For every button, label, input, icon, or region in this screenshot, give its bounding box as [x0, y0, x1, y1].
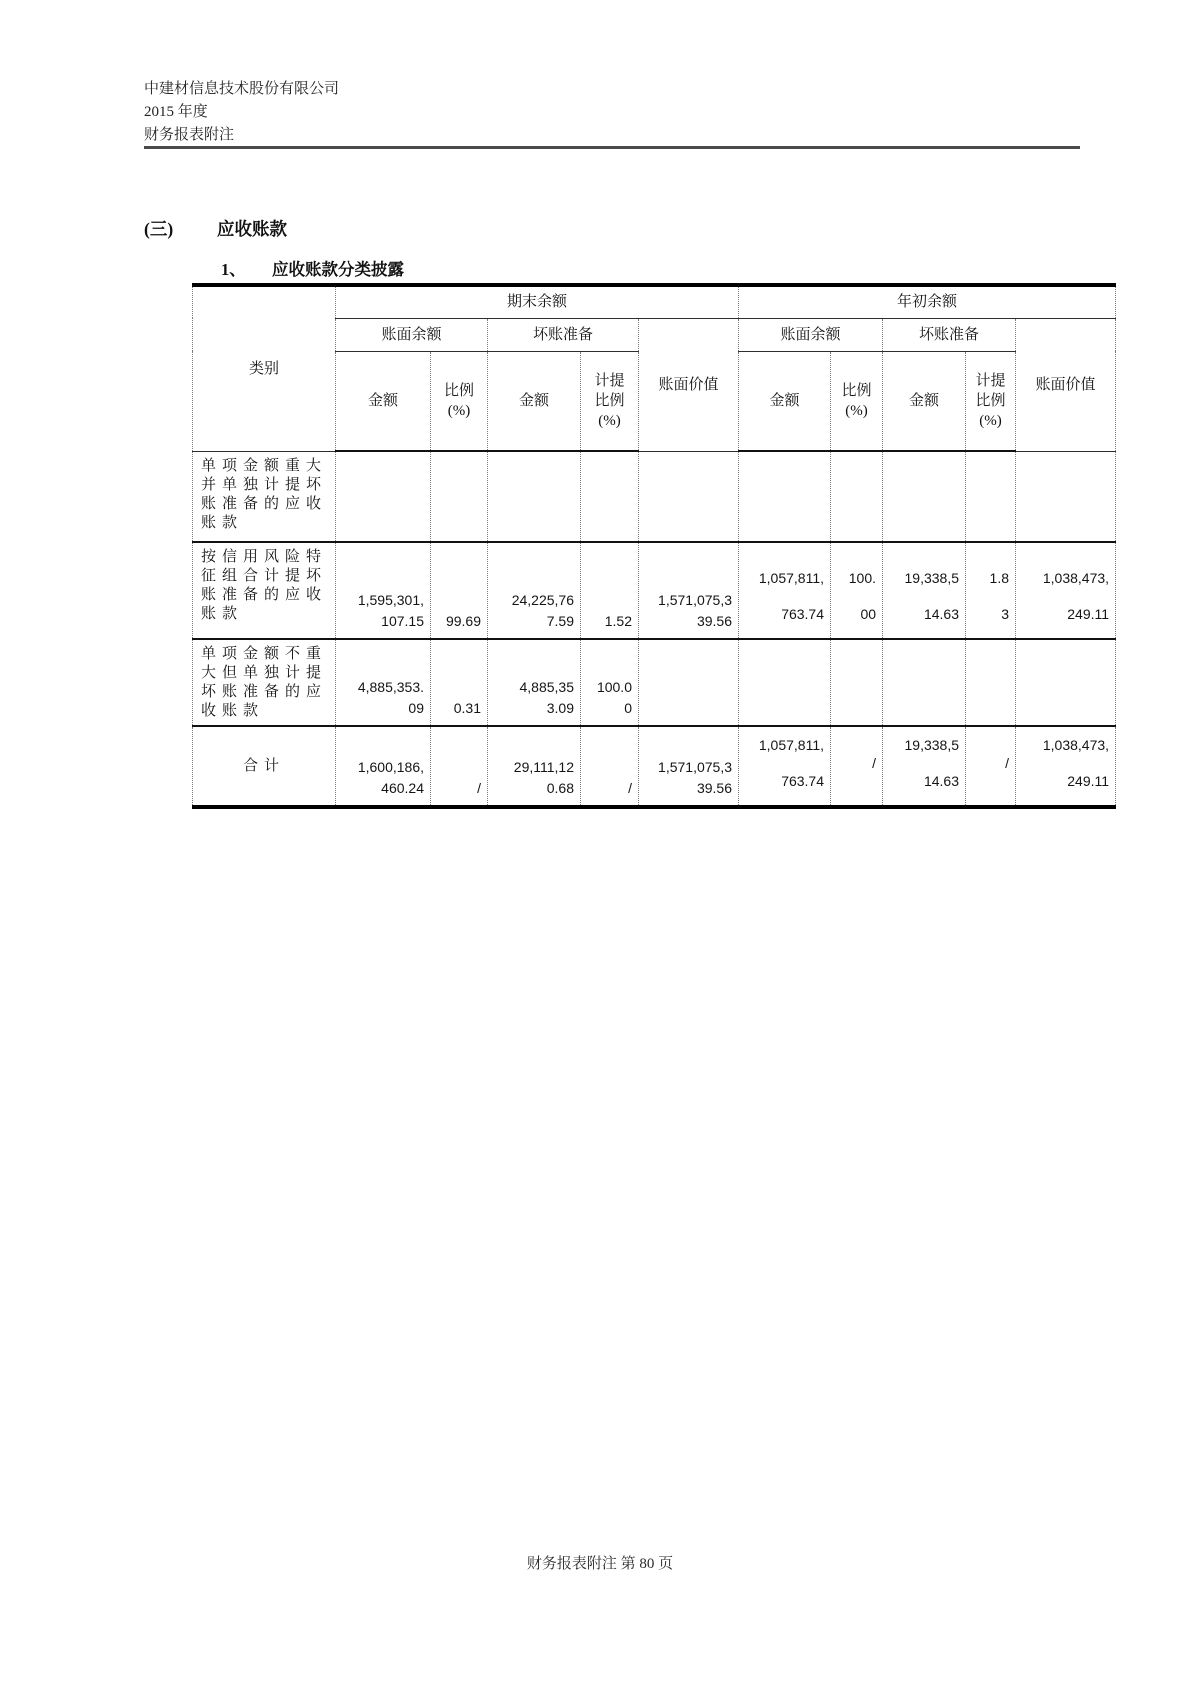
- col-header-provision-ratio: 计提比例(%): [966, 351, 1016, 451]
- table-row: [193, 726, 1116, 807]
- value-cell: 100.00: [831, 542, 883, 639]
- subsection-heading: [221, 256, 404, 280]
- category-cell: 按信用风险特征组合计提坏账准备的应收账款: [193, 542, 336, 639]
- col-header-amount: 金额: [883, 351, 966, 451]
- value-cell: 29,111,120.68: [488, 726, 581, 807]
- value-cell: 1,038,473,249.11: [1016, 542, 1116, 639]
- value-cell: [966, 639, 1016, 726]
- section-title: 应收账款: [217, 219, 287, 239]
- col-header-year-begin: 年初余额: [739, 285, 1116, 318]
- col-header-amount: 金额: [488, 351, 581, 451]
- value-cell: 1,038,473,249.11: [1016, 726, 1116, 807]
- value-cell: 19,338,514.63: [883, 726, 966, 807]
- value-cell: [581, 451, 639, 542]
- value-cell: 1,595,301,107.15: [336, 542, 431, 639]
- header-row-1: [193, 285, 1116, 318]
- value-cell: [883, 451, 966, 542]
- value-cell: [739, 451, 831, 542]
- value-cell: [831, 451, 883, 542]
- table-body: [193, 451, 1116, 807]
- col-header-provision-ratio: 计提比例(%): [581, 351, 639, 451]
- col-header-ratio: 比例(%): [431, 351, 488, 451]
- value-cell: 99.69: [431, 542, 488, 639]
- value-cell: 1,057,811,763.74: [739, 726, 831, 807]
- value-cell: 1.52: [581, 542, 639, 639]
- value-cell: 1,600,186,460.24: [336, 726, 431, 807]
- table-row: [193, 542, 1116, 639]
- value-cell: /: [431, 726, 488, 807]
- col-header-book-balance-begin: 账面余额: [739, 318, 883, 351]
- col-header-period-end: 期末余额: [336, 285, 739, 318]
- category-cell: 合计: [193, 726, 336, 807]
- value-cell: [966, 451, 1016, 542]
- value-cell: [883, 639, 966, 726]
- value-cell: 0.31: [431, 639, 488, 726]
- page-footer: 财务报表附注 第 80 页: [526, 1556, 674, 1572]
- col-header-amount: 金额: [739, 351, 831, 451]
- col-header-book-balance-end: 账面余额: [336, 318, 488, 351]
- table-row: [193, 639, 1116, 726]
- value-cell: 1.83: [966, 542, 1016, 639]
- header-rule: [144, 146, 1080, 149]
- col-header-book-value-end: 账面价值: [639, 318, 739, 451]
- value-cell: 19,338,514.63: [883, 542, 966, 639]
- value-cell: /: [831, 726, 883, 807]
- table-header: [193, 285, 1116, 451]
- value-cell: /: [966, 726, 1016, 807]
- company-name: 中建材信息技术股份有限公司: [144, 81, 340, 97]
- value-cell: [831, 639, 883, 726]
- subsection-index: 1、: [221, 260, 246, 279]
- value-cell: /: [581, 726, 639, 807]
- section-index: (三): [144, 219, 174, 239]
- receivables-classification-table: [192, 283, 1116, 809]
- value-cell: 4,885,353.09: [336, 639, 431, 726]
- document-header: [144, 78, 339, 147]
- section-heading: [144, 216, 287, 241]
- col-header-bad-debt-provision-begin: 坏账准备: [883, 318, 1016, 351]
- value-cell: 1,571,075,339.56: [639, 542, 739, 639]
- value-cell: 4,885,353.09: [488, 639, 581, 726]
- col-header-book-value-begin: 账面价值: [1016, 318, 1116, 451]
- value-cell: [488, 451, 581, 542]
- col-header-amount: 金额: [336, 351, 431, 451]
- value-cell: [639, 639, 739, 726]
- report-year: 2015 年度: [144, 104, 208, 120]
- value-cell: 1,057,811,763.74: [739, 542, 831, 639]
- value-cell: 1,571,075,339.56: [639, 726, 739, 807]
- col-header-ratio: 比例(%): [831, 351, 883, 451]
- document-title: 财务报表附注: [144, 127, 235, 143]
- col-header-bad-debt-provision-end: 坏账准备: [488, 318, 639, 351]
- col-header-category: 类别: [193, 285, 336, 451]
- value-cell: [639, 451, 739, 542]
- category-cell: 单项金额不重大但单独计提坏账准备的应收账款: [193, 639, 336, 726]
- value-cell: 24,225,767.59: [488, 542, 581, 639]
- value-cell: [336, 451, 431, 542]
- table-row: [193, 451, 1116, 542]
- value-cell: [431, 451, 488, 542]
- value-cell: [1016, 639, 1116, 726]
- value-cell: 100.00: [581, 639, 639, 726]
- subsection-title: 应收账款分类披露: [272, 260, 404, 279]
- category-cell: 单项金额重大并单独计提坏账准备的应收账款: [193, 451, 336, 542]
- value-cell: [739, 639, 831, 726]
- value-cell: [1016, 451, 1116, 542]
